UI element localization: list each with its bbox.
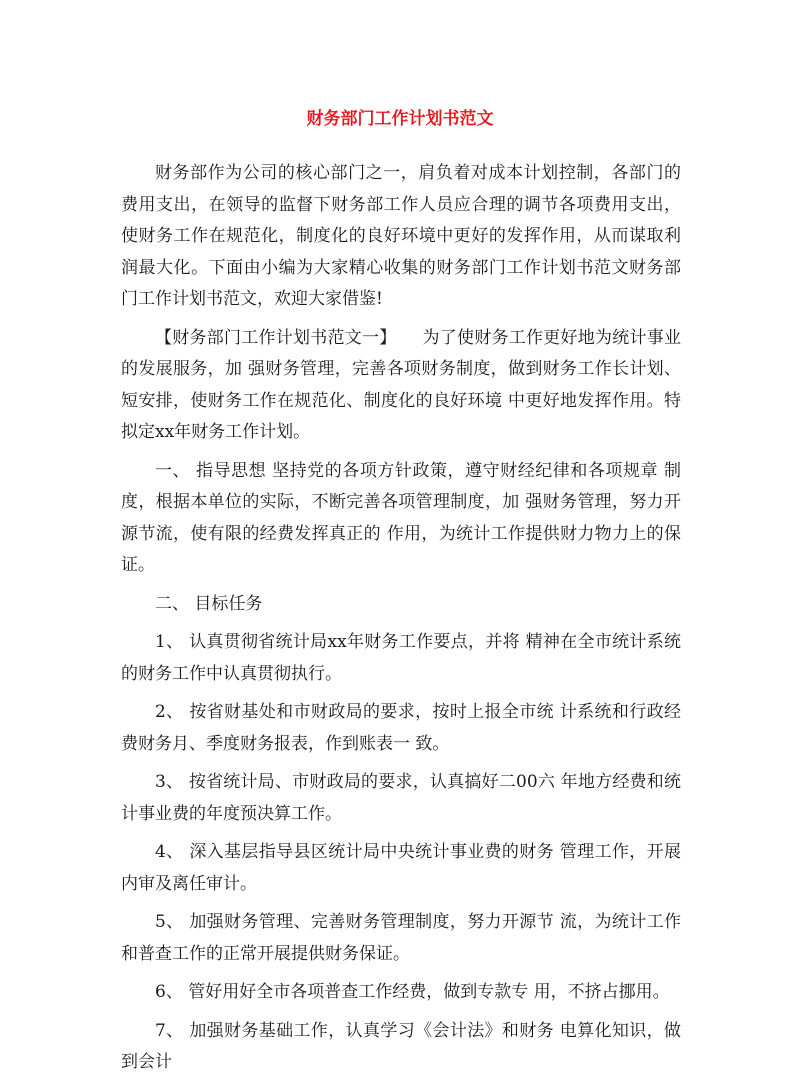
paragraph-task-3: 3、 按省统计局、市财政局的要求，认真搞好二00六 年地方经费和统计事业费的年度预决算工作。 bbox=[121, 772, 681, 824]
document-title: 财务部门工作计划书范文 bbox=[306, 109, 494, 129]
document-body bbox=[121, 158, 681, 1079]
paragraph-task-2: 2、 按省财基处和市财政局的要求，按时上报全市统 计系统和行政经费财务月、季度财务报表，作到账表一 致。 bbox=[121, 702, 681, 754]
paragraph-task-1: 1、 认真贯彻省统计局xx年财务工作要点，并将 精神在全市统计系统的财务工作中认真贯彻执行。 bbox=[121, 632, 681, 684]
paragraph-task-5: 5、 加强财务管理、完善财务管理制度，努力开源节 流，为统计工作和普查工作的正常开展提供财务保证。 bbox=[121, 912, 681, 964]
paragraph-task-6: 6、 管好用好全市各项普查工作经费，做到专款专 用，不挤占挪用。 bbox=[155, 982, 670, 1002]
paragraph-task-4: 4、 深入基层指导县区统计局中央统计事业费的财务 管理工作，开展内审及离任审计。 bbox=[121, 842, 681, 894]
paragraph-goals-heading: 二、 目标任务 bbox=[155, 593, 263, 614]
paragraph-sample-one: 【财务部门工作计划书范文一】 为了使财务工作更好地为统计事业的发展服务，加 强财务管理，完善各项财务制度，做到财务工作长计划、短安排，使财务工作在规范化、制度化的良好环境 中更好地发挥作用。特拟定xx年财务工作计划。 bbox=[121, 327, 681, 442]
paragraph-intro: 财务部作为公司的核心部门之一，肩负着对成本计划控制，各部门的费用支出，在领导的监督下财务部工作人员应合理的调节各项费用支出，使财务工作在规范化，制度化的良好环境中更好的发挥作用，从而谋取利润最大化。下面由小编为大家精心收集的财务部门工作计划书范文财务部门工作计划书范文，欢迎大家借鉴! bbox=[121, 163, 681, 309]
paragraph-task-7: 7、 加强财务基础工作，认真学习《会计法》和财务 电算化知识，做到会计 bbox=[121, 1020, 681, 1072]
paragraph-guiding-thought: 一、 指导思想 坚持党的各项方针政策，遵守财经纪律和各项规章 制度，根据本单位的实际，不断完善各项管理制度，加 强财务管理，努力开源节流，使有限的经费发挥真正的 作用，为统计工作提供财力物力上的保证。 bbox=[121, 460, 681, 575]
